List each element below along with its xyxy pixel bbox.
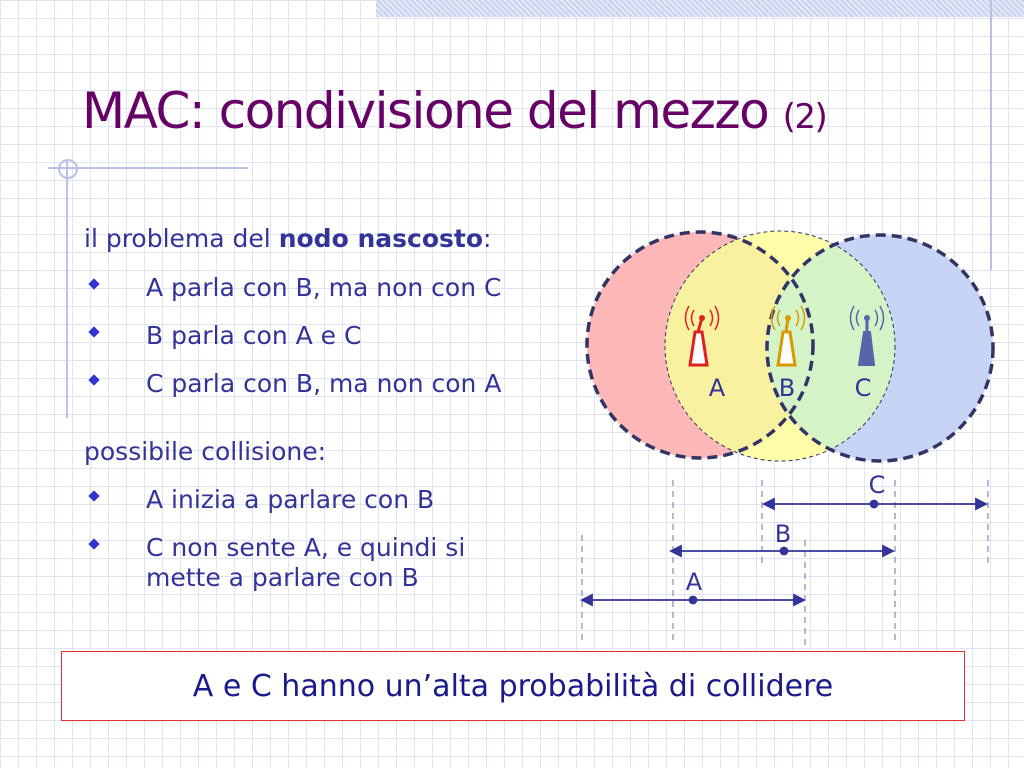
diamond-bullet-icon xyxy=(88,490,99,501)
decorative-horizontal-line xyxy=(48,167,248,169)
list-item-text: mette a parlare con B xyxy=(146,563,419,592)
collision-list xyxy=(84,485,465,611)
list-item-text: C parla con B, ma non con A xyxy=(146,369,502,398)
hidden-node-heading-suffix: : xyxy=(483,224,492,253)
title-text: MAC: condivisione del mezzo xyxy=(82,82,769,140)
diamond-bullet-icon xyxy=(88,374,99,385)
range-label-a: A xyxy=(685,568,703,596)
range-arrow-c xyxy=(764,499,986,509)
hidden-node-list xyxy=(84,273,501,417)
list-item xyxy=(84,485,465,515)
range-label-b: B xyxy=(774,520,792,548)
list-item xyxy=(84,273,501,303)
hidden-node-diagram xyxy=(570,220,1010,650)
conclusion-box xyxy=(61,651,965,721)
hidden-node-heading-bold: nodo nascosto xyxy=(278,224,483,253)
diamond-bullet-icon xyxy=(88,538,99,549)
decorative-circle xyxy=(58,159,78,179)
top-decorative-band xyxy=(376,0,1024,17)
conclusion-text: A e C hanno un’alta probabilità di collidere xyxy=(192,668,834,704)
range-arrow-a xyxy=(582,595,804,605)
list-item-text: C non sente A, e quindi si xyxy=(146,533,466,562)
decorative-left-line xyxy=(66,160,68,418)
station-label-a: A xyxy=(708,374,726,402)
slide-title xyxy=(82,82,826,140)
hidden-node-heading xyxy=(84,224,491,253)
list-item-continuation xyxy=(84,563,465,593)
collision-heading: possibile collisione: xyxy=(84,437,327,466)
list-item-text: A inizia a parlare con B xyxy=(146,485,435,514)
range-label-c: C xyxy=(868,471,886,499)
list-item-text: A parla con B, ma non con C xyxy=(146,273,502,302)
diamond-bullet-icon xyxy=(88,278,99,289)
list-item xyxy=(84,321,501,351)
list-item xyxy=(84,369,501,399)
list-item-text: B parla con A e C xyxy=(146,321,362,350)
station-label-c: C xyxy=(854,374,872,402)
list-item xyxy=(84,533,465,563)
hidden-node-heading-prefix: il problema del xyxy=(84,224,279,253)
station-label-b: B xyxy=(778,374,796,402)
title-suffix: (2) xyxy=(782,97,827,137)
diamond-bullet-icon xyxy=(88,326,99,337)
